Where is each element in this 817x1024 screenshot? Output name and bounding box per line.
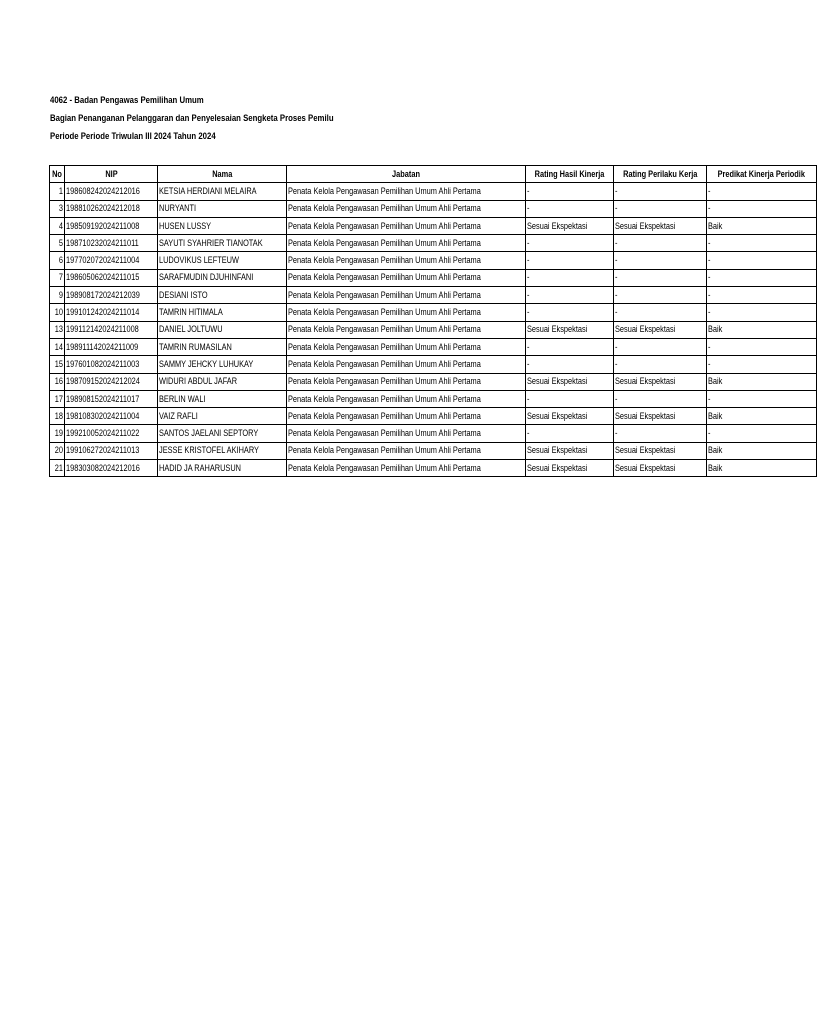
- cell-rating-perilaku-kerja-text: Sesuai Ekspektasi: [614, 410, 675, 421]
- cell-jabatan: [287, 460, 525, 477]
- cell-nama: [158, 373, 287, 390]
- cell-nip: [65, 183, 158, 200]
- cell-rating-perilaku-kerja-text: Sesuai Ekspektasi: [614, 220, 675, 231]
- cell-rating-perilaku-kerja: [613, 460, 707, 477]
- table-header-row: [50, 166, 817, 183]
- cell-jabatan: [287, 356, 525, 373]
- cell-no-text: 7: [58, 272, 63, 283]
- cell-no-text: 16: [54, 376, 63, 387]
- cell-nama: [158, 356, 287, 373]
- cell-nip: [65, 321, 158, 338]
- cell-nip-text: 199112142024211008: [66, 324, 139, 335]
- table-row: [50, 304, 817, 321]
- cell-jabatan: [287, 252, 525, 269]
- cell-rating-perilaku-kerja: [613, 217, 707, 234]
- cell-predikat-kinerja-periodik: [707, 338, 817, 355]
- cell-rating-perilaku-kerja-text: -: [614, 237, 618, 248]
- cell-rating-hasil-kinerja-text: Sesuai Ekspektasi: [526, 376, 587, 387]
- cell-rating-hasil-kinerja: [525, 252, 613, 269]
- cell-nip-text: 198710232024211011: [66, 237, 139, 248]
- cell-nama-text: BERLIN WALI: [159, 393, 206, 404]
- cell-jabatan-text: Penata Kelola Pengawasan Pemilihan Umum Ahli Pertama: [288, 185, 482, 196]
- cell-nip: [65, 373, 158, 390]
- cell-nip: [65, 304, 158, 321]
- cell-nip: [65, 269, 158, 286]
- cell-rating-hasil-kinerja: [525, 460, 613, 477]
- cell-rating-perilaku-kerja-text: -: [614, 185, 618, 196]
- cell-rating-hasil-kinerja: [525, 356, 613, 373]
- cell-jabatan: [287, 287, 525, 304]
- cell-nama-text: JESSE KRISTOFEL AKIHARY: [159, 445, 260, 456]
- cell-nama-text: SANTOS JAELANI SEPTORY: [159, 428, 259, 439]
- cell-nama-text: WIDURI ABDUL JAFAR: [159, 376, 238, 387]
- cell-nama-text: HUSEN LUSSY: [159, 220, 212, 231]
- cell-jabatan: [287, 217, 525, 234]
- cell-nama-text: TAMRIN HITIMALA: [159, 307, 223, 318]
- cell-predikat-kinerja-periodik-text: Baik: [708, 462, 723, 473]
- cell-no-text: 20: [54, 445, 63, 456]
- cell-nip-text: 198608242024212016: [66, 185, 140, 196]
- cell-no: [50, 425, 65, 442]
- cell-nama: [158, 235, 287, 252]
- cell-rating-hasil-kinerja: [525, 338, 613, 355]
- column-header-predikat-kinerja-periodik: [707, 166, 817, 183]
- cell-no: [50, 390, 65, 407]
- table-row: [50, 269, 817, 286]
- cell-predikat-kinerja-periodik-text: -: [708, 428, 711, 439]
- cell-nip: [65, 217, 158, 234]
- cell-nip: [65, 408, 158, 425]
- cell-jabatan: [287, 338, 525, 355]
- cell-nip-text: 198908172024212039: [66, 289, 140, 300]
- cell-rating-perilaku-kerja: [613, 408, 707, 425]
- cell-nama-text: DESIANI ISTO: [159, 289, 208, 300]
- cell-rating-perilaku-kerja-text: Sesuai Ekspektasi: [614, 445, 675, 456]
- cell-jabatan-text: Penata Kelola Pengawasan Pemilihan Umum Ahli Pertama: [288, 220, 482, 231]
- cell-rating-hasil-kinerja-text: Sesuai Ekspektasi: [526, 462, 587, 473]
- cell-no: [50, 252, 65, 269]
- cell-no-text: 19: [54, 428, 63, 439]
- cell-nip-text: 198810262024212018: [66, 203, 140, 214]
- cell-nip: [65, 252, 158, 269]
- period-title: Periode Periode Triwulan III 2024 Tahun 2024: [50, 131, 216, 142]
- cell-nama-text: TAMRIN RUMASILAN: [159, 341, 232, 352]
- table-row: [50, 287, 817, 304]
- cell-rating-perilaku-kerja: [613, 183, 707, 200]
- cell-rating-perilaku-kerja-text: Sesuai Ekspektasi: [614, 324, 675, 335]
- cell-nama: [158, 390, 287, 407]
- cell-jabatan: [287, 269, 525, 286]
- cell-rating-hasil-kinerja: [525, 235, 613, 252]
- cell-nama-text: HADID JA RAHARUSUN: [159, 462, 242, 473]
- cell-no-text: 14: [54, 341, 63, 352]
- cell-nama-text: KETSIA HERDIANI MELAIRA: [159, 185, 257, 196]
- cell-no: [50, 304, 65, 321]
- cell-rating-hasil-kinerja-text: -: [526, 358, 530, 369]
- cell-nip-text: 198911142024211009: [66, 341, 139, 352]
- cell-jabatan: [287, 235, 525, 252]
- column-header-no: [50, 166, 65, 183]
- cell-predikat-kinerja-periodik-text: -: [708, 185, 711, 196]
- cell-nip-text: 198605062024211015: [66, 272, 140, 283]
- cell-nip: [65, 287, 158, 304]
- cell-no-text: 13: [54, 324, 63, 335]
- table-row: [50, 321, 817, 338]
- cell-rating-perilaku-kerja: [613, 304, 707, 321]
- table-row: [50, 183, 817, 200]
- cell-no-text: 9: [58, 289, 63, 300]
- cell-no-text: 21: [54, 462, 63, 473]
- cell-rating-hasil-kinerja: [525, 217, 613, 234]
- cell-nama: [158, 304, 287, 321]
- cell-jabatan: [287, 425, 525, 442]
- cell-rating-hasil-kinerja: [525, 183, 613, 200]
- cell-rating-hasil-kinerja: [525, 304, 613, 321]
- column-header-label: Nama: [212, 168, 233, 179]
- cell-predikat-kinerja-periodik: [707, 442, 817, 459]
- cell-rating-perilaku-kerja: [613, 338, 707, 355]
- cell-nip-text: 198303082024212016: [66, 462, 140, 473]
- cell-rating-hasil-kinerja: [525, 287, 613, 304]
- cell-no: [50, 460, 65, 477]
- column-header-label: No: [52, 168, 62, 179]
- cell-no-text: 10: [54, 307, 63, 318]
- cell-rating-hasil-kinerja-text: -: [526, 393, 530, 404]
- cell-jabatan-text: Penata Kelola Pengawasan Pemilihan Umum Ahli Pertama: [288, 428, 482, 439]
- table-row: [50, 252, 817, 269]
- table-row: [50, 217, 817, 234]
- cell-rating-hasil-kinerja: [525, 390, 613, 407]
- cell-nama-text: NURYANTI: [159, 203, 197, 214]
- cell-jabatan-text: Penata Kelola Pengawasan Pemilihan Umum Ahli Pertama: [288, 410, 482, 421]
- cell-jabatan-text: Penata Kelola Pengawasan Pemilihan Umum Ahli Pertama: [288, 307, 482, 318]
- cell-predikat-kinerja-periodik-text: -: [708, 237, 711, 248]
- cell-no-text: 5: [58, 237, 63, 248]
- cell-jabatan-text: Penata Kelola Pengawasan Pemilihan Umum Ahli Pertama: [288, 341, 482, 352]
- table-row: [50, 408, 817, 425]
- cell-nip-text: 199101242024211014: [66, 307, 140, 318]
- cell-nama-text: DANIEL JOLTUWU: [159, 324, 223, 335]
- cell-predikat-kinerja-periodik: [707, 200, 817, 217]
- cell-jabatan-text: Penata Kelola Pengawasan Pemilihan Umum Ahli Pertama: [288, 255, 482, 266]
- cell-jabatan-text: Penata Kelola Pengawasan Pemilihan Umum Ahli Pertama: [288, 445, 482, 456]
- cell-no: [50, 235, 65, 252]
- cell-predikat-kinerja-periodik: [707, 287, 817, 304]
- cell-rating-hasil-kinerja-text: Sesuai Ekspektasi: [526, 410, 587, 421]
- cell-predikat-kinerja-periodik: [707, 235, 817, 252]
- table-row: [50, 460, 817, 477]
- cell-no: [50, 183, 65, 200]
- column-header-label: Jabatan: [392, 168, 420, 179]
- cell-nama-text: LUDOVIKUS LEFTEUW: [159, 255, 240, 266]
- cell-rating-perilaku-kerja-text: -: [614, 307, 618, 318]
- cell-predikat-kinerja-periodik-text: -: [708, 307, 711, 318]
- agency-title: 4062 - Badan Pengawas Pemilihan Umum: [50, 95, 204, 106]
- cell-rating-hasil-kinerja: [525, 442, 613, 459]
- cell-rating-perilaku-kerja-text: Sesuai Ekspektasi: [614, 376, 675, 387]
- cell-rating-perilaku-kerja-text: -: [614, 393, 618, 404]
- cell-jabatan-text: Penata Kelola Pengawasan Pemilihan Umum Ahli Pertama: [288, 289, 482, 300]
- cell-no: [50, 356, 65, 373]
- cell-jabatan: [287, 442, 525, 459]
- cell-nama: [158, 321, 287, 338]
- cell-nip: [65, 338, 158, 355]
- cell-predikat-kinerja-periodik: [707, 356, 817, 373]
- cell-nip-text: 199106272024211013: [66, 445, 140, 456]
- cell-nip: [65, 200, 158, 217]
- cell-no: [50, 408, 65, 425]
- cell-predikat-kinerja-periodik-text: Baik: [708, 324, 723, 335]
- cell-predikat-kinerja-periodik: [707, 217, 817, 234]
- column-header-nip: [65, 166, 158, 183]
- cell-nip: [65, 442, 158, 459]
- cell-jabatan: [287, 408, 525, 425]
- cell-nama: [158, 217, 287, 234]
- cell-nama: [158, 269, 287, 286]
- cell-predikat-kinerja-periodik: [707, 425, 817, 442]
- cell-predikat-kinerja-periodik-text: -: [708, 272, 711, 283]
- cell-predikat-kinerja-periodik: [707, 252, 817, 269]
- cell-nip-text: 198108302024211004: [66, 410, 140, 421]
- cell-rating-perilaku-kerja-text: Sesuai Ekspektasi: [614, 462, 675, 473]
- cell-rating-perilaku-kerja: [613, 356, 707, 373]
- cell-rating-hasil-kinerja: [525, 200, 613, 217]
- cell-predikat-kinerja-periodik: [707, 269, 817, 286]
- cell-jabatan: [287, 200, 525, 217]
- table-body: [50, 183, 817, 477]
- cell-rating-perilaku-kerja: [613, 373, 707, 390]
- cell-predikat-kinerja-periodik: [707, 373, 817, 390]
- cell-rating-hasil-kinerja-text: -: [526, 307, 530, 318]
- cell-predikat-kinerja-periodik-text: -: [708, 358, 711, 369]
- cell-rating-hasil-kinerja: [525, 269, 613, 286]
- cell-rating-perilaku-kerja: [613, 390, 707, 407]
- table-row: [50, 425, 817, 442]
- cell-predikat-kinerja-periodik-text: -: [708, 341, 711, 352]
- cell-no-text: 6: [58, 255, 63, 266]
- cell-rating-hasil-kinerja-text: -: [526, 237, 530, 248]
- cell-predikat-kinerja-periodik-text: Baik: [708, 376, 723, 387]
- table-row: [50, 338, 817, 355]
- cell-jabatan: [287, 390, 525, 407]
- cell-nama-text: VAIZ RAFLI: [159, 410, 198, 421]
- cell-rating-hasil-kinerja-text: -: [526, 289, 530, 300]
- cell-rating-hasil-kinerja-text: -: [526, 203, 530, 214]
- cell-no-text: 1: [58, 185, 63, 196]
- cell-predikat-kinerja-periodik: [707, 390, 817, 407]
- cell-predikat-kinerja-periodik: [707, 460, 817, 477]
- cell-no: [50, 287, 65, 304]
- cell-nama: [158, 252, 287, 269]
- cell-nip-text: 198908152024211017: [66, 393, 140, 404]
- cell-jabatan-text: Penata Kelola Pengawasan Pemilihan Umum Ahli Pertama: [288, 358, 482, 369]
- cell-predikat-kinerja-periodik: [707, 183, 817, 200]
- cell-rating-hasil-kinerja-text: Sesuai Ekspektasi: [526, 220, 587, 231]
- cell-nama: [158, 408, 287, 425]
- column-header-jabatan: [287, 166, 525, 183]
- cell-no-text: 18: [54, 410, 63, 421]
- column-header-rating-perilaku-kerja: [613, 166, 707, 183]
- table-row: [50, 356, 817, 373]
- cell-rating-perilaku-kerja-text: -: [614, 272, 618, 283]
- cell-nip: [65, 425, 158, 442]
- cell-rating-hasil-kinerja-text: -: [526, 185, 530, 196]
- cell-nama: [158, 460, 287, 477]
- table-row: [50, 442, 817, 459]
- cell-predikat-kinerja-periodik-text: Baik: [708, 220, 723, 231]
- cell-predikat-kinerja-periodik-text: Baik: [708, 445, 723, 456]
- cell-jabatan: [287, 183, 525, 200]
- cell-nip: [65, 356, 158, 373]
- cell-nama: [158, 425, 287, 442]
- table-row: [50, 235, 817, 252]
- cell-jabatan-text: Penata Kelola Pengawasan Pemilihan Umum Ahli Pertama: [288, 203, 482, 214]
- cell-jabatan: [287, 373, 525, 390]
- cell-nip-text: 197702072024211004: [66, 255, 140, 266]
- cell-nama-text: SAYUTI SYAHRIER TIANOTAK: [159, 237, 263, 248]
- cell-nama-text: SARAFMUDIN DJUHINFANI: [159, 272, 254, 283]
- cell-nip: [65, 390, 158, 407]
- table-row: [50, 373, 817, 390]
- cell-rating-perilaku-kerja: [613, 252, 707, 269]
- cell-jabatan-text: Penata Kelola Pengawasan Pemilihan Umum Ahli Pertama: [288, 393, 482, 404]
- column-header-label: NIP: [104, 168, 118, 179]
- cell-rating-perilaku-kerja: [613, 442, 707, 459]
- cell-rating-perilaku-kerja-text: -: [614, 255, 618, 266]
- cell-rating-perilaku-kerja-text: -: [614, 203, 618, 214]
- cell-rating-perilaku-kerja: [613, 425, 707, 442]
- cell-jabatan: [287, 321, 525, 338]
- cell-predikat-kinerja-periodik: [707, 321, 817, 338]
- cell-nama: [158, 442, 287, 459]
- cell-no-text: 3: [58, 203, 63, 214]
- cell-nip-text: 199210052024211022: [66, 428, 140, 439]
- cell-rating-hasil-kinerja-text: Sesuai Ekspektasi: [526, 445, 587, 456]
- cell-nip: [65, 460, 158, 477]
- cell-rating-hasil-kinerja-text: -: [526, 255, 530, 266]
- cell-rating-perilaku-kerja-text: -: [614, 289, 618, 300]
- cell-jabatan-text: Penata Kelola Pengawasan Pemilihan Umum Ahli Pertama: [288, 324, 482, 335]
- cell-predikat-kinerja-periodik-text: -: [708, 393, 711, 404]
- cell-rating-hasil-kinerja: [525, 408, 613, 425]
- cell-nip-text: 197601082024211003: [66, 358, 140, 369]
- cell-nama-text: SAMMY JEHCKY LUHUKAY: [159, 358, 254, 369]
- cell-nip: [65, 235, 158, 252]
- cell-rating-perilaku-kerja: [613, 235, 707, 252]
- cell-no-text: 4: [58, 220, 63, 231]
- cell-no: [50, 338, 65, 355]
- cell-nama: [158, 183, 287, 200]
- cell-no: [50, 321, 65, 338]
- cell-nip-text: 198709152024212024: [66, 376, 140, 387]
- column-header-label: Rating Perilaku Kerja: [622, 168, 698, 179]
- report-header: [50, 92, 710, 146]
- division-title: Bagian Penanganan Pelanggaran dan Penyelesaian Sengketa Proses Pemilu: [50, 113, 334, 124]
- cell-jabatan: [287, 304, 525, 321]
- cell-rating-perilaku-kerja-text: -: [614, 428, 618, 439]
- cell-rating-hasil-kinerja-text: -: [526, 341, 530, 352]
- cell-rating-hasil-kinerja-text: -: [526, 428, 530, 439]
- performance-table: [49, 165, 817, 477]
- column-header-label: Rating Hasil Kinerja: [534, 168, 604, 179]
- cell-rating-perilaku-kerja: [613, 287, 707, 304]
- cell-rating-perilaku-kerja: [613, 269, 707, 286]
- cell-predikat-kinerja-periodik-text: -: [708, 203, 711, 214]
- cell-rating-hasil-kinerja: [525, 373, 613, 390]
- table-row: [50, 200, 817, 217]
- cell-no: [50, 269, 65, 286]
- cell-jabatan-text: Penata Kelola Pengawasan Pemilihan Umum Ahli Pertama: [288, 462, 482, 473]
- column-header-nama: [158, 166, 287, 183]
- cell-predikat-kinerja-periodik: [707, 408, 817, 425]
- table-row: [50, 390, 817, 407]
- cell-no: [50, 373, 65, 390]
- cell-predikat-kinerja-periodik-text: Baik: [708, 410, 723, 421]
- cell-nama: [158, 338, 287, 355]
- cell-jabatan-text: Penata Kelola Pengawasan Pemilihan Umum Ahli Pertama: [288, 272, 482, 283]
- cell-rating-hasil-kinerja: [525, 321, 613, 338]
- cell-rating-hasil-kinerja-text: Sesuai Ekspektasi: [526, 324, 587, 335]
- cell-rating-perilaku-kerja-text: -: [614, 358, 618, 369]
- column-header-label: Predikat Kinerja Periodik: [717, 168, 806, 179]
- cell-predikat-kinerja-periodik-text: -: [708, 289, 711, 300]
- cell-rating-hasil-kinerja: [525, 425, 613, 442]
- cell-nip-text: 198509192024211008: [66, 220, 140, 231]
- cell-predikat-kinerja-periodik-text: -: [708, 255, 711, 266]
- column-header-rating-hasil-kinerja: [525, 166, 613, 183]
- cell-predikat-kinerja-periodik: [707, 304, 817, 321]
- cell-no: [50, 200, 65, 217]
- cell-nama: [158, 200, 287, 217]
- cell-no-text: 17: [54, 393, 63, 404]
- cell-rating-hasil-kinerja-text: -: [526, 272, 530, 283]
- cell-rating-perilaku-kerja: [613, 200, 707, 217]
- cell-no: [50, 217, 65, 234]
- cell-jabatan-text: Penata Kelola Pengawasan Pemilihan Umum Ahli Pertama: [288, 376, 482, 387]
- cell-no-text: 15: [54, 358, 63, 369]
- cell-nama: [158, 287, 287, 304]
- cell-jabatan-text: Penata Kelola Pengawasan Pemilihan Umum Ahli Pertama: [288, 237, 482, 248]
- cell-rating-perilaku-kerja: [613, 321, 707, 338]
- cell-rating-perilaku-kerja-text: -: [614, 341, 618, 352]
- cell-no: [50, 442, 65, 459]
